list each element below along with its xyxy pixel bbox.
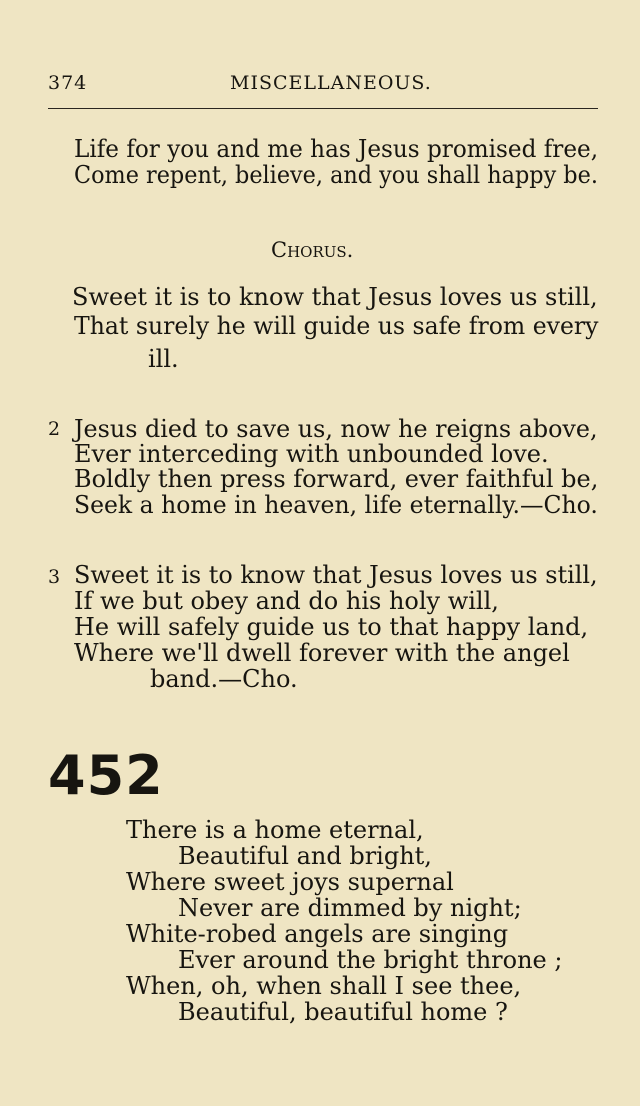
hymn452-line-6: Ever around the bright throne ;	[178, 946, 563, 974]
stanza2-line-3: Boldly then press forward, ever faithful be,	[74, 465, 599, 493]
stanza2-line-2: Ever interceding with unbounded love.	[74, 440, 549, 468]
stanza3-line-2: If we but obey and do his holy will,	[74, 587, 499, 615]
stanza3-line-5: band.—Cho.	[150, 665, 298, 693]
hymn452-line-2: Beautiful and bright,	[178, 842, 432, 870]
stanza3-line-4: Where we'll dwell forever with the angel	[74, 639, 570, 667]
stanza1-line-2: Come repent, believe, and you shall happy be.	[74, 161, 598, 189]
stanza3-number: 3	[48, 566, 61, 588]
hymn-number: 452	[48, 744, 164, 807]
hymn452-line-1: There is a home eternal,	[126, 816, 424, 844]
section-title: MISCELLANEOUS.	[230, 72, 432, 94]
chorus-line-3: ill.	[148, 345, 179, 373]
hymn452-line-4: Never are dimmed by night;	[178, 894, 522, 922]
hymn452-line-7: When, oh, when shall I see thee,	[126, 972, 522, 1000]
chorus-line-1: Sweet it is to know that Jesus loves us still,	[72, 283, 598, 311]
hymn452-line-3: Where sweet joys supernal	[126, 868, 454, 896]
stanza2-number: 2	[48, 418, 61, 440]
page-number: 374	[48, 72, 88, 94]
stanza2-line-1: Jesus died to save us, now he reigns above,	[74, 415, 598, 443]
hymn452-line-5: White-robed angels are singing	[126, 920, 509, 948]
hymn452-line-8: Beautiful, beautiful home ?	[178, 998, 508, 1026]
stanza3-line-1: Sweet it is to know that Jesus loves us still,	[74, 561, 598, 589]
stanza1-line-1: Life for you and me has Jesus promised free,	[74, 135, 599, 163]
header-rule	[48, 108, 598, 109]
stanza3-line-3: He will safely guide us to that happy land,	[74, 613, 589, 641]
stanza2-line-4: Seek a home in heaven, life eternally.—Cho.	[74, 491, 598, 519]
chorus-line-2: That surely he will guide us safe from every	[74, 312, 599, 340]
chorus-heading: Chorus.	[271, 238, 354, 262]
